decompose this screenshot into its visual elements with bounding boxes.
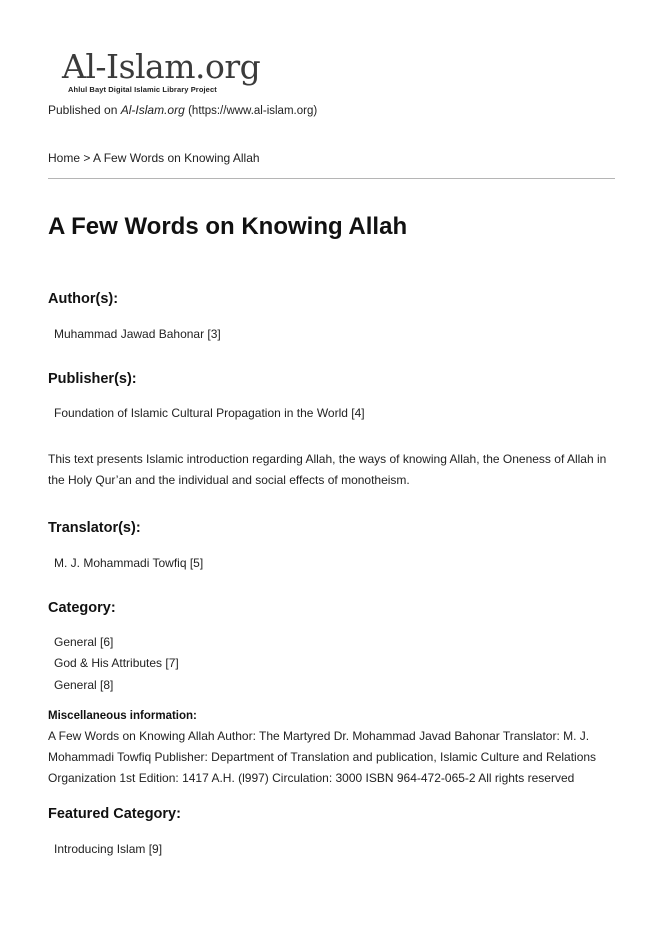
category-link-general[interactable]: General [6] — [54, 635, 114, 649]
category-link-god-attributes[interactable]: God & His Attributes [7] — [54, 656, 179, 670]
breadcrumb-current: A Few Words on Knowing Allah — [93, 151, 260, 165]
breadcrumb-separator: > — [80, 151, 94, 165]
category-heading: Category: — [48, 600, 116, 616]
publisher-link[interactable]: Foundation of Islamic Cultural Propagation in the World [4] — [54, 406, 365, 420]
category-link-general-2[interactable]: General [8] — [54, 678, 114, 692]
misc-heading: Miscellaneous information: — [48, 710, 197, 722]
page-title: A Few Words on Knowing Allah — [48, 213, 408, 240]
misc-paragraph: A Few Words on Knowing Allah Author: The Martyred Dr. Mohammad Javad Bahonar Translator: M. J. Mohammadi Towfiq Publisher: Department of Translation and publication, Islamic Culture and Relations Organization 1st Edition: 1417 A.H. (l997) Circulation: 3000 ISBN 964-472-065-2 All rights reserved — [48, 729, 597, 785]
author-link[interactable]: Muhammad Jawad Bahonar [3] — [54, 327, 221, 341]
publishers-heading: Publisher(s): — [48, 371, 137, 387]
published-url: (https://www.al-islam.org) — [188, 105, 318, 117]
breadcrumb — [48, 151, 260, 165]
logo-wordmark: Al-Islam.org — [62, 47, 261, 86]
featured-category-link[interactable]: Introducing Islam [9] — [54, 842, 163, 856]
featured-category-heading: Featured Category: — [48, 806, 181, 822]
translators-heading: Translator(s): — [48, 520, 141, 536]
description-paragraph: This text presents Islamic introduction regarding Allah, the ways of knowing Allah, the Oneness of Allah in the Holy Qur’an and the individual and social effects of monotheism. — [48, 452, 607, 487]
site-logo[interactable] — [62, 47, 262, 98]
logo-subtitle: Ahlul Bayt Digital Islamic Library Project — [68, 85, 217, 94]
header-divider — [48, 178, 615, 179]
translator-link[interactable]: M. J. Mohammadi Towfiq [5] — [54, 556, 204, 570]
published-site-link[interactable]: Al-Islam.org — [120, 103, 185, 117]
published-prefix: Published on — [48, 103, 121, 117]
breadcrumb-home-link[interactable]: Home — [48, 151, 81, 165]
authors-heading: Author(s): — [48, 291, 119, 307]
published-on-line — [48, 103, 317, 117]
